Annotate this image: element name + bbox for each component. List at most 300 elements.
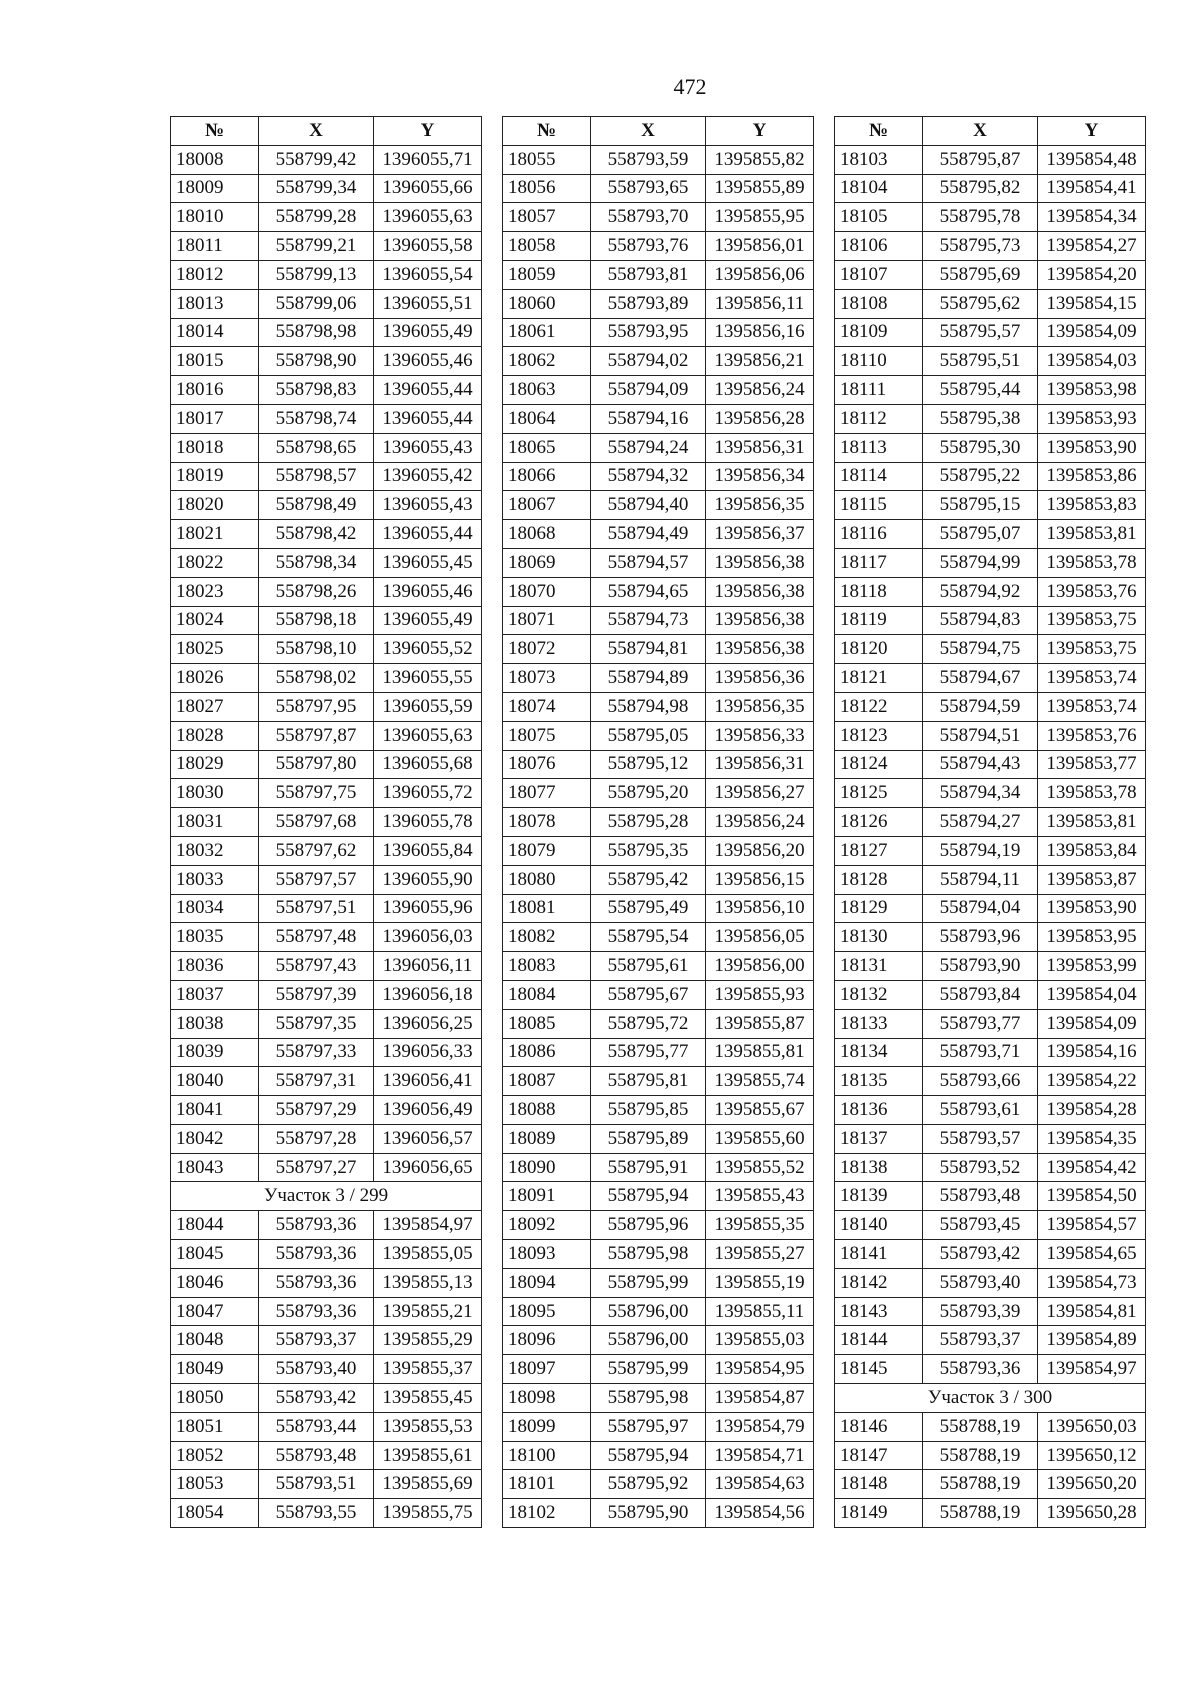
table-row: [503, 577, 814, 606]
table-row: [835, 1038, 1146, 1067]
table-row: [171, 577, 482, 606]
x-coordinate-cell: 558797,31: [259, 1067, 374, 1096]
y-coordinate-cell: 1396056,11: [374, 952, 482, 981]
y-coordinate-cell: 1395856,11: [706, 289, 814, 318]
table-row: [171, 1067, 482, 1096]
x-coordinate-cell: 558795,78: [923, 203, 1038, 232]
table-row: [503, 1182, 814, 1211]
table-row: [503, 808, 814, 837]
y-coordinate-cell: 1395854,03: [1038, 347, 1146, 376]
point-number-cell: 18083: [503, 952, 591, 981]
point-number-cell: 18016: [171, 376, 259, 405]
x-coordinate-cell: 558799,28: [259, 203, 374, 232]
y-coordinate-cell: 1395855,60: [706, 1124, 814, 1153]
y-coordinate-cell: 1395853,84: [1038, 836, 1146, 865]
table-row: [171, 923, 482, 952]
point-number-cell: 18114: [835, 462, 923, 491]
table-row: [835, 980, 1146, 1009]
x-coordinate-cell: 558798,34: [259, 548, 374, 577]
x-coordinate-cell: 558794,65: [591, 577, 706, 606]
point-number-cell: 18119: [835, 606, 923, 635]
y-coordinate-cell: 1395856,10: [706, 894, 814, 923]
x-coordinate-cell: 558795,85: [591, 1096, 706, 1125]
y-coordinate-cell: 1395853,74: [1038, 692, 1146, 721]
y-coordinate-cell: 1396055,63: [374, 721, 482, 750]
y-coordinate-cell: 1395856,20: [706, 836, 814, 865]
point-number-cell: 18027: [171, 692, 259, 721]
y-coordinate-cell: 1395855,43: [706, 1182, 814, 1211]
y-coordinate-cell: 1395853,81: [1038, 520, 1146, 549]
x-coordinate-cell: 558795,72: [591, 1009, 706, 1038]
table-row: [171, 1355, 482, 1384]
point-number-cell: 18058: [503, 232, 591, 261]
point-number-cell: 18056: [503, 174, 591, 203]
x-coordinate-cell: 558795,99: [591, 1268, 706, 1297]
x-coordinate-cell: 558795,28: [591, 808, 706, 837]
x-coordinate-cell: 558798,49: [259, 491, 374, 520]
y-coordinate-cell: 1395855,53: [374, 1412, 482, 1441]
point-number-cell: 18096: [503, 1326, 591, 1355]
point-number-cell: 18032: [171, 836, 259, 865]
point-number-cell: 18135: [835, 1067, 923, 1096]
y-coordinate-cell: 1396055,44: [374, 520, 482, 549]
x-coordinate-cell: 558794,57: [591, 548, 706, 577]
y-coordinate-cell: 1396056,18: [374, 980, 482, 1009]
y-coordinate-cell: 1396055,46: [374, 577, 482, 606]
y-coordinate-cell: 1395853,90: [1038, 433, 1146, 462]
x-coordinate-cell: 558793,36: [259, 1240, 374, 1269]
table-row: [503, 491, 814, 520]
y-coordinate-cell: 1395854,73: [1038, 1268, 1146, 1297]
y-coordinate-cell: 1395856,35: [706, 692, 814, 721]
x-coordinate-cell: 558793,66: [923, 1067, 1038, 1096]
y-coordinate-cell: 1395855,87: [706, 1009, 814, 1038]
table-row: [835, 1441, 1146, 1470]
table-row: [835, 289, 1146, 318]
table-row: [835, 1182, 1146, 1211]
y-coordinate-cell: 1395856,34: [706, 462, 814, 491]
y-coordinate-cell: 1395855,81: [706, 1038, 814, 1067]
point-number-cell: 18142: [835, 1268, 923, 1297]
table-row: [171, 750, 482, 779]
x-coordinate-cell: 558797,57: [259, 865, 374, 894]
coordinate-table-middle: [502, 116, 814, 1528]
table-row: [171, 1326, 482, 1355]
point-number-cell: 18059: [503, 260, 591, 289]
y-coordinate-cell: 1395854,56: [706, 1499, 814, 1528]
point-number-cell: 18112: [835, 404, 923, 433]
x-coordinate-cell: 558793,76: [591, 232, 706, 261]
y-coordinate-cell: 1395855,37: [374, 1355, 482, 1384]
x-coordinate-cell: 558793,95: [591, 318, 706, 347]
point-number-cell: 18071: [503, 606, 591, 635]
y-coordinate-cell: 1396056,49: [374, 1096, 482, 1125]
y-coordinate-cell: 1396055,43: [374, 491, 482, 520]
y-coordinate-cell: 1395856,28: [706, 404, 814, 433]
header-number: №: [171, 117, 259, 146]
y-coordinate-cell: 1395854,81: [1038, 1297, 1146, 1326]
point-number-cell: 18102: [503, 1499, 591, 1528]
point-number-cell: 18074: [503, 692, 591, 721]
y-coordinate-cell: 1396055,52: [374, 635, 482, 664]
y-coordinate-cell: 1396055,58: [374, 232, 482, 261]
y-coordinate-cell: 1395855,52: [706, 1153, 814, 1182]
table-row: [503, 836, 814, 865]
x-coordinate-cell: 558793,42: [259, 1384, 374, 1413]
table-row: [503, 635, 814, 664]
table-row: [503, 1326, 814, 1355]
table-row: [835, 376, 1146, 405]
point-number-cell: 18111: [835, 376, 923, 405]
table-row: [503, 174, 814, 203]
point-number-cell: 18029: [171, 750, 259, 779]
header-x: X: [923, 117, 1038, 146]
y-coordinate-cell: 1396055,66: [374, 174, 482, 203]
section-header-row: [835, 1384, 1146, 1413]
x-coordinate-cell: 558794,24: [591, 433, 706, 462]
table-row: [503, 779, 814, 808]
header-y: Y: [706, 117, 814, 146]
table-row: [503, 1499, 814, 1528]
point-number-cell: 18078: [503, 808, 591, 837]
point-number-cell: 18045: [171, 1240, 259, 1269]
x-coordinate-cell: 558797,35: [259, 1009, 374, 1038]
table-row: [835, 404, 1146, 433]
point-number-cell: 18061: [503, 318, 591, 347]
x-coordinate-cell: 558794,73: [591, 606, 706, 635]
point-number-cell: 18149: [835, 1499, 923, 1528]
y-coordinate-cell: 1396055,68: [374, 750, 482, 779]
x-coordinate-cell: 558793,55: [259, 1499, 374, 1528]
y-coordinate-cell: 1395854,42: [1038, 1153, 1146, 1182]
y-coordinate-cell: 1395853,90: [1038, 894, 1146, 923]
y-coordinate-cell: 1396055,78: [374, 808, 482, 837]
y-coordinate-cell: 1395854,48: [1038, 145, 1146, 174]
table-row: [171, 1038, 482, 1067]
y-coordinate-cell: 1395650,12: [1038, 1441, 1146, 1470]
x-coordinate-cell: 558796,00: [591, 1326, 706, 1355]
x-coordinate-cell: 558793,65: [591, 174, 706, 203]
x-coordinate-cell: 558795,05: [591, 721, 706, 750]
x-coordinate-cell: 558794,04: [923, 894, 1038, 923]
table-row: [503, 1153, 814, 1182]
table-row: [503, 433, 814, 462]
table-row: [503, 1211, 814, 1240]
header-number: №: [503, 117, 591, 146]
x-coordinate-cell: 558793,51: [259, 1470, 374, 1499]
point-number-cell: 18120: [835, 635, 923, 664]
table-row: [503, 462, 814, 491]
y-coordinate-cell: 1396055,43: [374, 433, 482, 462]
table-row: [503, 1038, 814, 1067]
point-number-cell: 18065: [503, 433, 591, 462]
point-number-cell: 18057: [503, 203, 591, 232]
y-coordinate-cell: 1395855,74: [706, 1067, 814, 1096]
y-coordinate-cell: 1395854,09: [1038, 318, 1146, 347]
table-row: [835, 923, 1146, 952]
x-coordinate-cell: 558797,33: [259, 1038, 374, 1067]
x-coordinate-cell: 558795,62: [923, 289, 1038, 318]
x-coordinate-cell: 558795,07: [923, 520, 1038, 549]
y-coordinate-cell: 1395856,00: [706, 952, 814, 981]
point-number-cell: 18128: [835, 865, 923, 894]
point-number-cell: 18034: [171, 894, 259, 923]
x-coordinate-cell: 558799,21: [259, 232, 374, 261]
point-number-cell: 18062: [503, 347, 591, 376]
table-header-row: [171, 117, 482, 146]
y-coordinate-cell: 1395856,06: [706, 260, 814, 289]
point-number-cell: 18075: [503, 721, 591, 750]
table-row: [835, 894, 1146, 923]
coordinate-table-right: [834, 116, 1146, 1528]
table-row: [835, 865, 1146, 894]
point-number-cell: 18073: [503, 664, 591, 693]
x-coordinate-cell: 558795,97: [591, 1412, 706, 1441]
point-number-cell: 18067: [503, 491, 591, 520]
point-number-cell: 18019: [171, 462, 259, 491]
x-coordinate-cell: 558794,83: [923, 606, 1038, 635]
x-coordinate-cell: 558797,27: [259, 1153, 374, 1182]
point-number-cell: 18147: [835, 1441, 923, 1470]
x-coordinate-cell: 558797,62: [259, 836, 374, 865]
point-number-cell: 18044: [171, 1211, 259, 1240]
point-number-cell: 18046: [171, 1268, 259, 1297]
table-row: [171, 520, 482, 549]
y-coordinate-cell: 1396056,65: [374, 1153, 482, 1182]
table-row: [835, 836, 1146, 865]
y-coordinate-cell: 1395855,27: [706, 1240, 814, 1269]
y-coordinate-cell: 1395856,16: [706, 318, 814, 347]
y-coordinate-cell: 1395853,78: [1038, 548, 1146, 577]
x-coordinate-cell: 558793,81: [591, 260, 706, 289]
x-coordinate-cell: 558797,75: [259, 779, 374, 808]
x-coordinate-cell: 558798,90: [259, 347, 374, 376]
table-row: [835, 1470, 1146, 1499]
x-coordinate-cell: 558793,45: [923, 1211, 1038, 1240]
table-row: [835, 577, 1146, 606]
y-coordinate-cell: 1395855,61: [374, 1441, 482, 1470]
table-row: [503, 894, 814, 923]
point-number-cell: 18108: [835, 289, 923, 318]
y-coordinate-cell: 1395855,89: [706, 174, 814, 203]
table-row: [835, 1268, 1146, 1297]
x-coordinate-cell: 558797,95: [259, 692, 374, 721]
x-coordinate-cell: 558793,89: [591, 289, 706, 318]
y-coordinate-cell: 1395856,37: [706, 520, 814, 549]
y-coordinate-cell: 1395855,35: [706, 1211, 814, 1240]
point-number-cell: 18118: [835, 577, 923, 606]
y-coordinate-cell: 1396056,03: [374, 923, 482, 952]
y-coordinate-cell: 1395854,71: [706, 1441, 814, 1470]
table-row: [171, 606, 482, 635]
table-row: [835, 1326, 1146, 1355]
point-number-cell: 18109: [835, 318, 923, 347]
table-row: [171, 376, 482, 405]
y-coordinate-cell: 1395856,38: [706, 548, 814, 577]
table-row: [835, 952, 1146, 981]
x-coordinate-cell: 558795,51: [923, 347, 1038, 376]
point-number-cell: 18127: [835, 836, 923, 865]
x-coordinate-cell: 558795,94: [591, 1441, 706, 1470]
table-row: [171, 491, 482, 520]
x-coordinate-cell: 558797,48: [259, 923, 374, 952]
table-row: [503, 376, 814, 405]
x-coordinate-cell: 558793,59: [591, 145, 706, 174]
y-coordinate-cell: 1396055,90: [374, 865, 482, 894]
x-coordinate-cell: 558797,29: [259, 1096, 374, 1125]
table-row: [171, 1211, 482, 1240]
y-coordinate-cell: 1395853,99: [1038, 952, 1146, 981]
point-number-cell: 18133: [835, 1009, 923, 1038]
x-coordinate-cell: 558799,42: [259, 145, 374, 174]
table-row: [503, 606, 814, 635]
point-number-cell: 18022: [171, 548, 259, 577]
x-coordinate-cell: 558793,39: [923, 1297, 1038, 1326]
y-coordinate-cell: 1395853,78: [1038, 779, 1146, 808]
y-coordinate-cell: 1395855,75: [374, 1499, 482, 1528]
table-row: [835, 260, 1146, 289]
x-coordinate-cell: 558794,16: [591, 404, 706, 433]
table-row: [171, 232, 482, 261]
table-row: [835, 779, 1146, 808]
header-x: X: [591, 117, 706, 146]
point-number-cell: 18106: [835, 232, 923, 261]
point-number-cell: 18113: [835, 433, 923, 462]
y-coordinate-cell: 1395853,77: [1038, 750, 1146, 779]
x-coordinate-cell: 558793,40: [259, 1355, 374, 1384]
table-row: [171, 548, 482, 577]
table-row: [171, 174, 482, 203]
x-coordinate-cell: 558797,28: [259, 1124, 374, 1153]
y-coordinate-cell: 1395856,38: [706, 606, 814, 635]
table-row: [835, 520, 1146, 549]
y-coordinate-cell: 1396055,51: [374, 289, 482, 318]
point-number-cell: 18146: [835, 1412, 923, 1441]
x-coordinate-cell: 558794,92: [923, 577, 1038, 606]
x-coordinate-cell: 558793,42: [923, 1240, 1038, 1269]
x-coordinate-cell: 558795,90: [591, 1499, 706, 1528]
x-coordinate-cell: 558798,26: [259, 577, 374, 606]
y-coordinate-cell: 1395853,86: [1038, 462, 1146, 491]
x-coordinate-cell: 558794,19: [923, 836, 1038, 865]
y-coordinate-cell: 1395855,93: [706, 980, 814, 1009]
x-coordinate-cell: 558794,40: [591, 491, 706, 520]
table-row: [835, 145, 1146, 174]
x-coordinate-cell: 558795,61: [591, 952, 706, 981]
table-row: [835, 1124, 1146, 1153]
point-number-cell: 18068: [503, 520, 591, 549]
y-coordinate-cell: 1396055,44: [374, 404, 482, 433]
x-coordinate-cell: 558795,20: [591, 779, 706, 808]
x-coordinate-cell: 558793,36: [259, 1297, 374, 1326]
table-row: [171, 1470, 482, 1499]
x-coordinate-cell: 558795,99: [591, 1355, 706, 1384]
x-coordinate-cell: 558795,91: [591, 1153, 706, 1182]
x-coordinate-cell: 558795,81: [591, 1067, 706, 1096]
x-coordinate-cell: 558795,89: [591, 1124, 706, 1153]
table-row: [503, 750, 814, 779]
x-coordinate-cell: 558798,42: [259, 520, 374, 549]
y-coordinate-cell: 1395856,36: [706, 664, 814, 693]
table-row: [503, 664, 814, 693]
x-coordinate-cell: 558793,36: [923, 1355, 1038, 1384]
point-number-cell: 18145: [835, 1355, 923, 1384]
point-number-cell: 18086: [503, 1038, 591, 1067]
table-row: [503, 1297, 814, 1326]
point-number-cell: 18054: [171, 1499, 259, 1528]
x-coordinate-cell: 558798,57: [259, 462, 374, 491]
x-coordinate-cell: 558795,82: [923, 174, 1038, 203]
x-coordinate-cell: 558793,77: [923, 1009, 1038, 1038]
x-coordinate-cell: 558795,67: [591, 980, 706, 1009]
table-row: [503, 1441, 814, 1470]
y-coordinate-cell: 1395853,75: [1038, 606, 1146, 635]
point-number-cell: 18025: [171, 635, 259, 664]
x-coordinate-cell: 558794,81: [591, 635, 706, 664]
table-row: [171, 462, 482, 491]
table-row: [503, 865, 814, 894]
table-row: [835, 203, 1146, 232]
x-coordinate-cell: 558794,49: [591, 520, 706, 549]
table-row: [171, 318, 482, 347]
y-coordinate-cell: 1396055,72: [374, 779, 482, 808]
x-coordinate-cell: 558797,87: [259, 721, 374, 750]
x-coordinate-cell: 558795,57: [923, 318, 1038, 347]
point-number-cell: 18117: [835, 548, 923, 577]
y-coordinate-cell: 1395855,45: [374, 1384, 482, 1413]
y-coordinate-cell: 1395854,57: [1038, 1211, 1146, 1240]
y-coordinate-cell: 1396056,25: [374, 1009, 482, 1038]
y-coordinate-cell: 1396055,44: [374, 376, 482, 405]
point-number-cell: 18136: [835, 1096, 923, 1125]
table-row: [503, 145, 814, 174]
x-coordinate-cell: 558793,96: [923, 923, 1038, 952]
y-coordinate-cell: 1395856,24: [706, 808, 814, 837]
point-number-cell: 18048: [171, 1326, 259, 1355]
point-number-cell: 18042: [171, 1124, 259, 1153]
table-row: [835, 174, 1146, 203]
table-row: [835, 1211, 1146, 1240]
table-row: [171, 289, 482, 318]
x-coordinate-cell: 558799,06: [259, 289, 374, 318]
table-row: [171, 692, 482, 721]
table-row: [171, 260, 482, 289]
y-coordinate-cell: 1395856,01: [706, 232, 814, 261]
y-coordinate-cell: 1396055,49: [374, 318, 482, 347]
point-number-cell: 18052: [171, 1441, 259, 1470]
table-row: [835, 1499, 1146, 1528]
point-number-cell: 18100: [503, 1441, 591, 1470]
point-number-cell: 18079: [503, 836, 591, 865]
point-number-cell: 18082: [503, 923, 591, 952]
table-row: [835, 1096, 1146, 1125]
y-coordinate-cell: 1395854,87: [706, 1384, 814, 1413]
table-row: [503, 1412, 814, 1441]
x-coordinate-cell: 558798,18: [259, 606, 374, 635]
y-coordinate-cell: 1396055,46: [374, 347, 482, 376]
y-coordinate-cell: 1395855,29: [374, 1326, 482, 1355]
point-number-cell: 18015: [171, 347, 259, 376]
x-coordinate-cell: 558793,40: [923, 1268, 1038, 1297]
x-coordinate-cell: 558795,38: [923, 404, 1038, 433]
x-coordinate-cell: 558793,48: [259, 1441, 374, 1470]
y-coordinate-cell: 1395853,87: [1038, 865, 1146, 894]
x-coordinate-cell: 558798,74: [259, 404, 374, 433]
point-number-cell: 18140: [835, 1211, 923, 1240]
y-coordinate-cell: 1395856,05: [706, 923, 814, 952]
y-coordinate-cell: 1395855,82: [706, 145, 814, 174]
table-row: [171, 404, 482, 433]
